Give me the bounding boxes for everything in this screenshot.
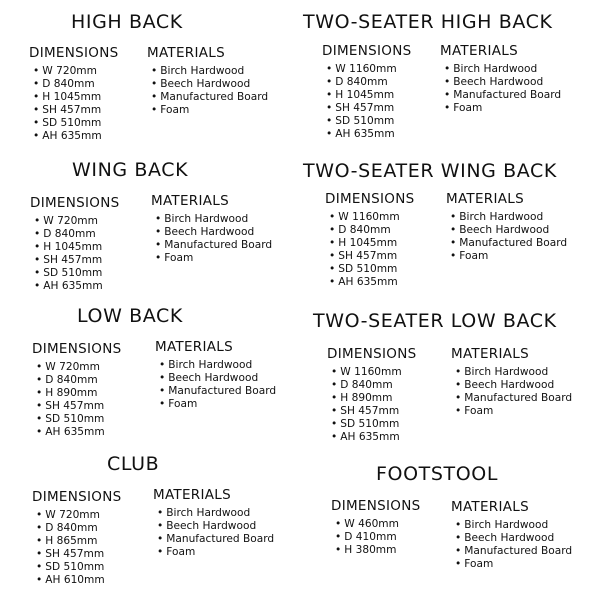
material-item: • Beech Hardwood [446,224,567,237]
dimension-item: • SH 457mm [30,254,120,267]
material-item: • Birch Hardwood [451,366,572,379]
product-title: HIGH BACK [71,11,183,33]
materials-list [155,359,276,411]
material-item: • Manufactured Board [155,385,276,398]
product-title: WING BACK [72,159,189,181]
product-title: LOW BACK [77,305,183,327]
dimension-item: • SD 510mm [327,418,417,431]
product-title: TWO-SEATER HIGH BACK [303,11,553,33]
dimension-item: • SD 510mm [32,413,122,426]
dimensions-column [29,45,119,142]
dimension-item: • H 380mm [331,544,421,557]
dimensions-column [30,195,120,292]
material-item: • Foam [147,104,268,117]
dimensions-column [32,341,122,438]
dimension-item: • SH 457mm [29,104,119,117]
material-item: • Beech Hardwood [451,532,572,545]
dimension-item: • H 1045mm [29,91,119,104]
material-item: • Birch Hardwood [155,359,276,372]
material-item: • Birch Hardwood [151,213,272,226]
dimension-item: • AH 635mm [322,128,412,141]
dimension-item: • D 840mm [32,522,122,535]
material-item: • Foam [151,252,272,265]
dimensions-list [32,509,122,586]
dimension-item: • H 1045mm [30,241,120,254]
dimension-item: • AH 635mm [325,276,415,289]
product-title: TWO-SEATER WING BACK [303,160,557,182]
material-item: • Beech Hardwood [147,78,268,91]
dimensions-column [327,346,417,443]
dimensions-column [322,43,412,140]
dimensions-list [29,65,119,142]
materials-heading: MATERIALS [451,499,529,515]
dimensions-heading: DIMENSIONS [322,43,412,59]
materials-heading: MATERIALS [153,487,231,503]
dimension-item: • D 840mm [322,76,412,89]
materials-column [451,346,572,418]
dimensions-list [32,361,122,438]
material-item: • Foam [451,405,572,418]
materials-list [440,63,561,115]
dimension-item: • W 460mm [331,518,421,531]
dimension-item: • W 720mm [29,65,119,78]
dimension-item: • AH 635mm [29,130,119,143]
materials-list [153,507,274,559]
dimension-item: • AH 635mm [30,280,120,293]
dimensions-heading: DIMENSIONS [327,346,417,362]
materials-column [446,191,567,263]
dimensions-heading: DIMENSIONS [30,195,120,211]
material-item: • Manufactured Board [147,91,268,104]
material-item: • Manufactured Board [153,533,274,546]
materials-column [147,45,268,117]
dimension-item: • D 840mm [327,379,417,392]
dimensions-heading: DIMENSIONS [32,489,122,505]
dimension-item: • D 840mm [29,78,119,91]
dimensions-heading: DIMENSIONS [32,341,122,357]
dimension-item: • SD 510mm [325,263,415,276]
dimension-item: • SH 457mm [32,400,122,413]
dimension-item: • D 410mm [331,531,421,544]
product-title: TWO-SEATER LOW BACK [313,310,557,332]
materials-list [451,519,572,571]
dimension-item: • W 720mm [32,361,122,374]
dimensions-heading: DIMENSIONS [325,191,415,207]
dimensions-heading: DIMENSIONS [29,45,119,61]
dimension-item: • W 1160mm [322,63,412,76]
material-item: • Foam [155,398,276,411]
dimensions-column [32,489,122,586]
materials-column [151,193,272,265]
material-item: • Foam [440,102,561,115]
materials-heading: MATERIALS [446,191,524,207]
dimension-item: • SD 510mm [322,115,412,128]
materials-heading: MATERIALS [451,346,529,362]
dimensions-column [325,191,415,288]
product-title: FOOTSTOOL [376,463,499,485]
materials-heading: MATERIALS [155,339,233,355]
material-item: • Birch Hardwood [147,65,268,78]
material-item: • Birch Hardwood [446,211,567,224]
material-item: • Beech Hardwood [440,76,561,89]
material-item: • Birch Hardwood [440,63,561,76]
materials-column [153,487,274,559]
materials-heading: MATERIALS [147,45,225,61]
dimension-item: • W 1160mm [325,211,415,224]
dimension-item: • AH 635mm [327,431,417,444]
material-item: • Birch Hardwood [153,507,274,520]
dimensions-heading: DIMENSIONS [331,498,421,514]
dimension-item: • W 720mm [30,215,120,228]
material-item: • Manufactured Board [451,392,572,405]
dimension-item: • SD 510mm [30,267,120,280]
materials-heading: MATERIALS [440,43,518,59]
dimension-item: • D 840mm [325,224,415,237]
dimensions-list [331,518,421,557]
dimensions-list [30,215,120,292]
dimension-item: • D 840mm [32,374,122,387]
material-item: • Manufactured Board [440,89,561,102]
materials-column [440,43,561,115]
material-item: • Birch Hardwood [451,519,572,532]
dimension-item: • W 1160mm [327,366,417,379]
material-item: • Foam [446,250,567,263]
dimension-item: • SH 457mm [327,405,417,418]
dimension-item: • H 1045mm [325,237,415,250]
material-item: • Foam [153,546,274,559]
dimension-item: • H 1045mm [322,89,412,102]
materials-column [155,339,276,411]
dimension-item: • H 890mm [32,387,122,400]
material-item: • Beech Hardwood [155,372,276,385]
materials-heading: MATERIALS [151,193,229,209]
dimensions-list [327,366,417,443]
material-item: • Beech Hardwood [153,520,274,533]
dimension-item: • H 865mm [32,535,122,548]
material-item: • Manufactured Board [451,545,572,558]
dimension-item: • AH 635mm [32,426,122,439]
product-title: CLUB [107,453,160,475]
dimensions-column [331,498,421,557]
materials-list [446,211,567,263]
dimension-item: • SH 457mm [325,250,415,263]
material-item: • Manufactured Board [151,239,272,252]
dimensions-list [325,211,415,288]
material-item: • Beech Hardwood [451,379,572,392]
dimension-item: • AH 610mm [32,574,122,587]
dimension-item: • SH 457mm [32,548,122,561]
materials-list [147,65,268,117]
dimension-item: • W 720mm [32,509,122,522]
dimension-item: • SD 510mm [29,117,119,130]
dimension-item: • SH 457mm [322,102,412,115]
materials-list [151,213,272,265]
dimension-item: • SD 510mm [32,561,122,574]
materials-column [451,499,572,571]
dimensions-list [322,63,412,140]
dimension-item: • D 840mm [30,228,120,241]
material-item: • Foam [451,558,572,571]
material-item: • Manufactured Board [446,237,567,250]
material-item: • Beech Hardwood [151,226,272,239]
materials-list [451,366,572,418]
dimension-item: • H 890mm [327,392,417,405]
